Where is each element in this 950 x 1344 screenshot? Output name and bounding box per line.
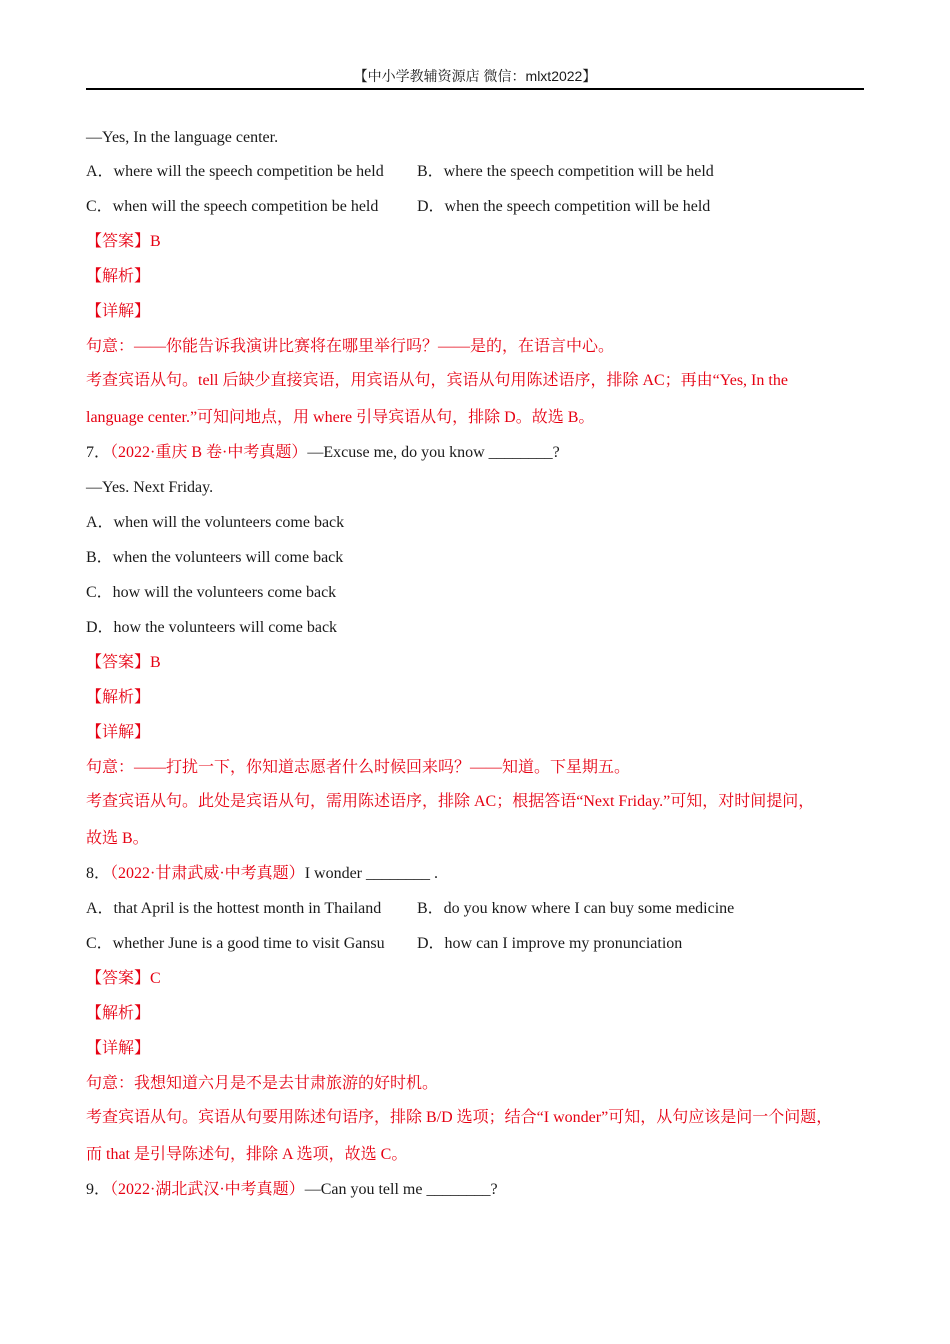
q7-option-c: C．how will the volunteers come back [86,584,337,601]
q8-options-row-1 [86,898,876,920]
q8-answer-key: 【答案】C [86,970,161,987]
q7-explain-line-1: 考查宾语从句。此处是宾语从句，需用陈述语序，排除 AC；根据答语“Next Friday.”可知，对时间提问， [86,793,815,810]
q8-option-d: D．how can I improve my pronunciation [417,935,683,952]
q7-option-b: B．when the volunteers will come back [86,549,344,566]
q8-stem-line [86,863,876,885]
q6-meaning: 句意：——你能告诉我演讲比赛将在哪里举行吗？——是的，在语言中心。 [86,338,615,355]
q8-options-row-2 [86,933,876,955]
q8-option-a: A．that April is the hottest month in Thailand [86,900,382,917]
q8-explain-line-1: 考查宾语从句。宾语从句要用陈述句语序，排除 B/D 选项；结合“I wonder”可知，从句应该是问一个问题， [86,1109,833,1126]
q7-stem-line [86,442,876,464]
q6-option-c: C．when will the speech competition be held [86,198,379,215]
q6-option-a: A．where will the speech competition be held [86,163,384,180]
q7-option-a: A．when will the volunteers come back [86,514,345,531]
q9-stem-line [86,1179,876,1201]
q7-meaning: 句意：——打扰一下，你知道志愿者什么时候回来吗？——知道。下星期五。 [86,759,631,776]
q7-number: 7． [86,444,111,461]
q8-analysis-label: 【解析】 [86,1005,151,1022]
q6-option-d: D．when the speech competition will be held [417,198,711,215]
q6-explain-line-1: 考查宾语从句。tell 后缺少直接宾语，用宾语从句，宾语从句用陈述语序，排除 AC；再由“Yes, In the [86,372,788,389]
q7-explain-line-2: 故选 B。 [86,830,149,847]
q8-explain-line-2: 而 that 是引导陈述句，排除 A 选项，故选 C。 [86,1146,408,1163]
q6-answer-line: —Yes, In the language center. [86,129,279,146]
page-header: 【中小学教辅资源店 微信：mlxt2022】 [86,64,864,90]
q6-answer-key: 【答案】B [86,233,161,250]
q7-source: （2022·重庆 B 卷·中考真题） [110,444,308,461]
q7-answer-key: 【答案】B [86,654,161,671]
q8-option-b: B．do you know where I can buy some medicine [417,900,735,917]
q8-meaning: 句意：我想知道六月是不是去甘肃旅游的好时机。 [86,1075,439,1092]
q7-analysis-label: 【解析】 [86,689,151,706]
q8-source: （2022·甘肃武威·中考真题） [110,865,305,882]
q6-analysis-label: 【解析】 [86,268,151,285]
q7-detail-label: 【详解】 [86,724,151,741]
q9-stem: —Can you tell me ________? [304,1181,498,1198]
q8-option-c: C．whether June is a good time to visit Gansu [86,935,385,952]
q6-options-row-2 [86,196,876,218]
q6-options-row-1 [86,161,876,183]
q7-stem: —Excuse me, do you know ________? [307,444,560,461]
q7-option-d: D．how the volunteers will come back [86,619,338,636]
q9-source: （2022·湖北武汉·中考真题） [110,1181,305,1198]
q8-detail-label: 【详解】 [86,1040,151,1057]
q8-number: 8． [86,865,111,882]
q6-option-b: B．where the speech competition will be held [417,163,714,180]
q9-number: 9． [86,1181,111,1198]
q8-stem: I wonder ________ . [304,865,438,882]
q6-detail-label: 【详解】 [86,303,151,320]
q6-explain-line-2: language center.”可知问地点，用 where 引导宾语从句，排除 D。故选 B。 [86,409,595,426]
q7-answer-line: —Yes. Next Friday. [86,479,214,496]
